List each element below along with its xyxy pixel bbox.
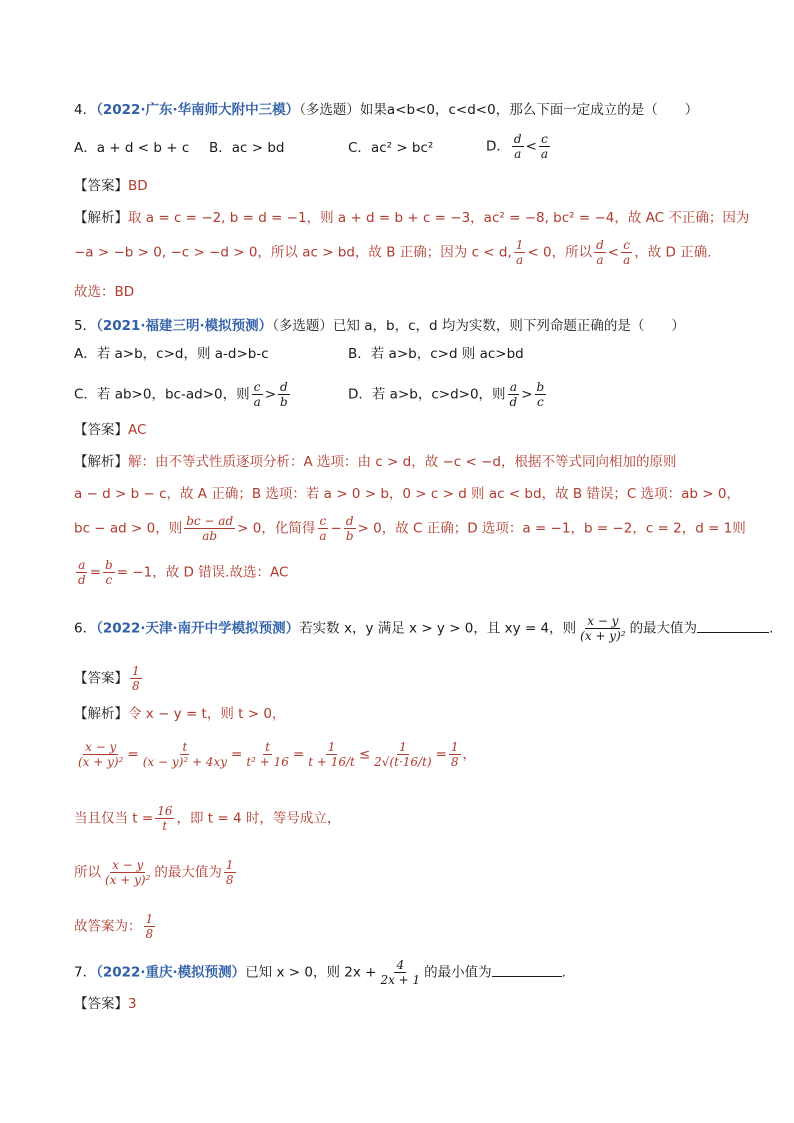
q4-option-d: D． $\frac{d}{a}$ < $\frac{c}{a}$ (486, 132, 549, 161)
answer-blank (697, 619, 769, 633)
q6-stem: 6．（2022·天津·南开中学模拟预测）若实数 x，y 满足 x > y > 0，且 xy = 4，则 $\frac{x - y}{\text{(x + y)²}}$ 的最大值为 . (74, 614, 774, 643)
q7-answer: 【答案】3 (74, 996, 137, 1012)
q5-explanation-line3: bc − ad > 0，则 $\frac{bc - ad}{ab}$ > 0，化简得 $\frac{c}{a}$ − $\frac{d}{b}$ > 0，故 C 正确；D 选项：a = −1，b = −2，c = 2，d = 1则 (74, 514, 746, 543)
q5-explanation-line1: 【解析】解：由不等式性质逐项分析：A 选项：由 c > d，故 −c < −d，根据不等式同向相加的原则 (74, 454, 677, 470)
q5-option-a: A．若 a>b，c>d，则 a-d>b-c (74, 346, 269, 362)
q5-option-c: C．若 ab>0，bc-ad>0，则 $\frac{c}{a}$ > $\frac{d}{b}$ (74, 380, 288, 409)
q5-option-b: B．若 a>b，c>d 则 ac>bd (348, 346, 524, 362)
q4-explanation-line3: 故选：BD (74, 284, 135, 300)
q4-explanation-line1: 【解析】取 a = c = −2, b = d = −1，则 a + d = b + c = −3，ac² = −8, bc² = −4，故 AC 不正确；因为 (74, 210, 750, 226)
question-number: 4． (74, 102, 97, 118)
q6-explanation-line4: 所以 $\frac{x - y}{\text{(x + y)²}}$ 的最大值为 $\frac{1}{8}$ (74, 858, 234, 887)
q4-option-b: B．ac > bd (209, 140, 285, 156)
q6-explanation-line5: 故答案为： $\frac{1}{8}$ (74, 912, 154, 941)
q4-option-c: C．ac² > bc² (348, 140, 434, 156)
q5-answer: 【答案】AC (74, 422, 147, 438)
q7-stem: 7．（2022·重庆·模拟预测）已知 x > 0，则 2x + $\frac{4}{2x + 1}$ 的最小值为 . (74, 958, 566, 987)
q5-explanation-line4: $\frac{a}{d}$ = $\frac{b}{c}$ = −1，故 D 错误.故选：AC (78, 558, 289, 587)
q5-stem: 5．（2021·福建三明·模拟预测）（多选题）已知 a，b，c，d 均为实数，则下列命题正确的是（ ） (74, 318, 685, 334)
q4-answer: 【答案】BD (74, 178, 148, 194)
q4-stem (74, 100, 698, 120)
question-text: （多选题）如果a<b<0，c<d<0，那么下面一定成立的是（ ） (299, 102, 699, 118)
q4-explanation-line2: −a > −b > 0, −c > −d > 0，所以 ac > bd，故 B 正确；因为 c < d, $\frac{1}{a}$ < 0，所以 $\frac{d}{a}$ < $\frac{c}{a}$ ，故 D 正确. (74, 238, 712, 267)
q5-explanation-line2: a − d > b − c，故 A 正确；B 选项：若 a > 0 > b，0 > c > d 则 ac < bd，故 B 错误；C 选项：ab > 0， (74, 486, 740, 502)
answer-blank (492, 963, 562, 977)
q6-explanation-line3: 当且仅当 t = $\frac{16}{t}$ ，即 t = 4 时，等号成立， (74, 804, 341, 833)
question-source: （2022·广东·华南师大附中三模） (96, 102, 300, 118)
q6-explanation-equation: $\frac{x - y}{\text{(x + y)²}}$ = $\frac{t}{\text{(x − y)² + 4xy}}$ = $\frac{t}{\text{t² + 16}}$ = $\frac{1}{t + 16/t}$ ≤ $\frac{1}{2√(t\cdot 16/t)}$ = $\frac{1}{8}$ ， (78, 740, 477, 769)
q6-answer: 【答案】 $\frac{1}{8}$ (74, 664, 140, 693)
q4-option-a: A．a + d < b + c (74, 140, 190, 156)
q5-option-d: D．若 a>b，c>d>0，则 $\frac{a}{d}$ > $\frac{b}{c}$ (348, 380, 545, 409)
q6-explanation-line1: 【解析】令 x − y = t，则 t > 0， (74, 706, 286, 722)
